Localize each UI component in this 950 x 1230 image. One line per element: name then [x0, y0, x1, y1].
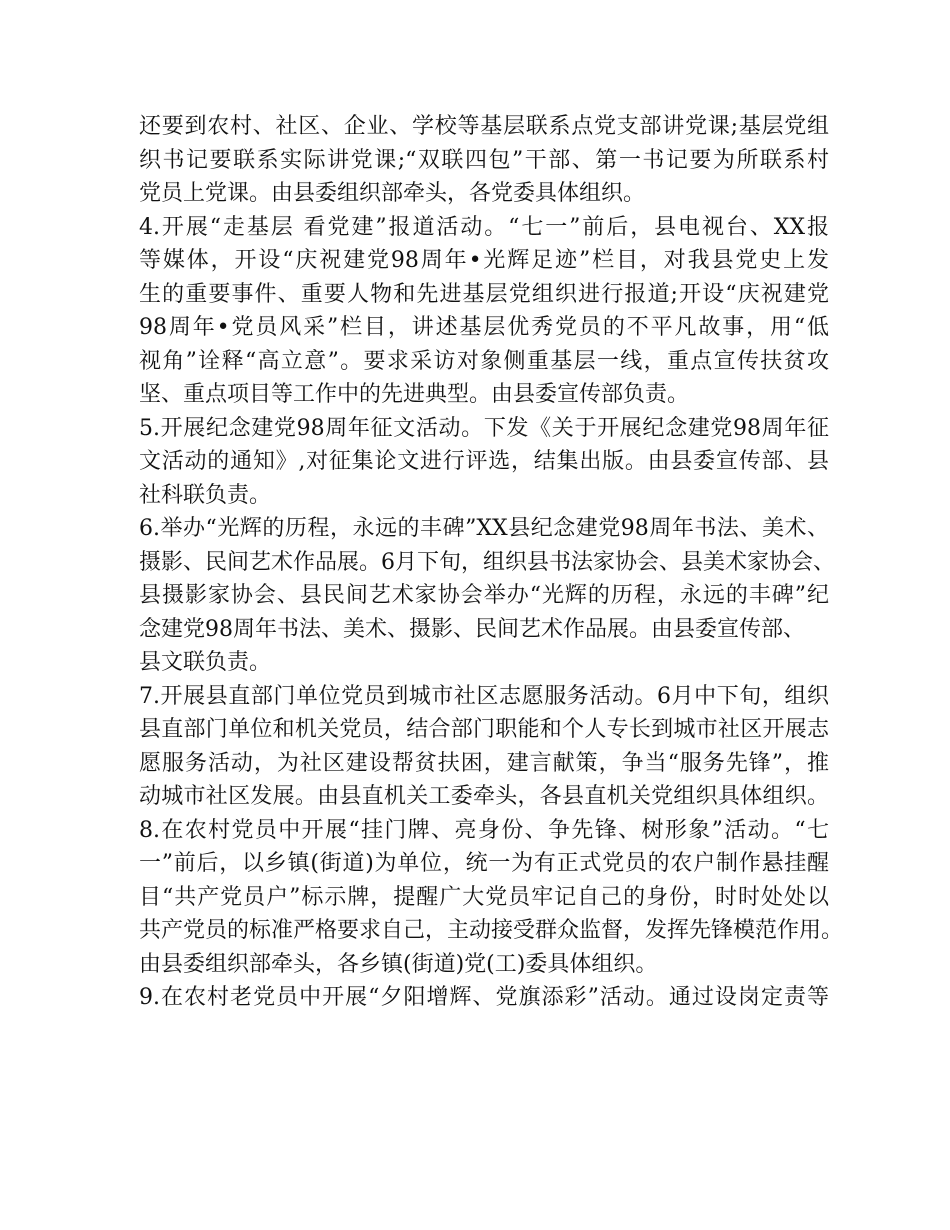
text-line: 由县委组织部牵头，各乡镇(街道)党(工)委具体组织。	[139, 951, 658, 977]
text-line: 摄影、民间艺术作品展。6月下旬，组织县书法家协会、县美术家协会、	[139, 549, 835, 575]
text-line: 念建党98周年书法、美术、摄影、民间艺术作品展。由县委宣传部、	[139, 616, 805, 642]
text-line: 县直部门单位和机关党员，结合部门职能和个人专长到城市社区开展志	[139, 717, 829, 742]
body-text	[139, 110, 844, 1015]
text-line: 98周年•党员风采”栏目，讲述基层优秀党员的不平凡故事，用“低	[139, 315, 829, 340]
text-line: 党员上党课。由县委组织部牵头，各党委具体组织。	[139, 181, 646, 206]
text-line: 动城市社区发展。由县直机关工委牵头，各县直机关党组织具体组织。	[139, 784, 829, 809]
text-line: 生的重要事件、重要人物和先进基层党组织进行报道;开设“庆祝建党	[139, 281, 829, 307]
text-line: 坚、重点项目等工作中的先进典型。由县委宣传部负责。	[139, 382, 690, 407]
text-line: 还要到农村、社区、企业、学校等基层联系点党支部讲党课;基层党组	[139, 114, 829, 139]
text-line: 织书记要联系实际讲党课;“双联四包”干部、第一书记要为所联系村	[139, 147, 829, 173]
text-line: 4.开展“走基层 看党建”报道活动。“七一”前后，县电视台、XX报	[139, 214, 829, 240]
text-line: 文活动的通知》,对征集论文进行评选，结集出版。由县委宣传部、县	[139, 449, 829, 474]
text-line: 6.举办“光辉的历程，永远的丰碑”XX县纪念建党98周年书法、美术、	[139, 516, 829, 541]
text-line: 9.在农村老党员中开展“夕阳增辉、党旗添彩”活动。通过设岗定责等	[139, 985, 829, 1010]
text-line: 视角”诠释“高立意”。要求采访对象侧重基层一线，重点宣传扶贫攻	[139, 348, 829, 374]
text-line: 愿服务活动，为社区建设帮贫扶困，建言献策，争当“服务先锋”，推	[139, 750, 829, 776]
text-line: 7.开展县直部门单位党员到城市社区志愿服务活动。6月中下旬，组织	[139, 683, 829, 709]
text-line: 8.在农村党员中开展“挂门牌、亮身份、争先锋、树形象”活动。“七	[139, 817, 829, 843]
text-line: 县文联负责。	[139, 650, 272, 675]
text-line: 目“共产党员户”标示牌，提醒广大党员牢记自己的身份，时时处处以	[139, 884, 829, 910]
text-line: 县摄影家协会、县民间艺术家协会举办“光辉的历程，永远的丰碑”纪	[139, 583, 829, 608]
text-line: 社科联负责。	[139, 482, 272, 508]
text-line: 共产党员的标准严格要求自己，主动接受群众监督，发挥先锋模范作用。	[139, 918, 844, 943]
text-line: 等媒体，开设“庆祝建党98周年•光辉足迹”栏目，对我县党史上发	[139, 248, 829, 273]
text-line: 一”前后，以乡镇(街道)为单位，统一为有正式党员的农户制作悬挂醒	[139, 851, 829, 876]
text-line: 5.开展纪念建党98周年征文活动。下发《关于开展纪念建党98周年征	[139, 415, 829, 441]
